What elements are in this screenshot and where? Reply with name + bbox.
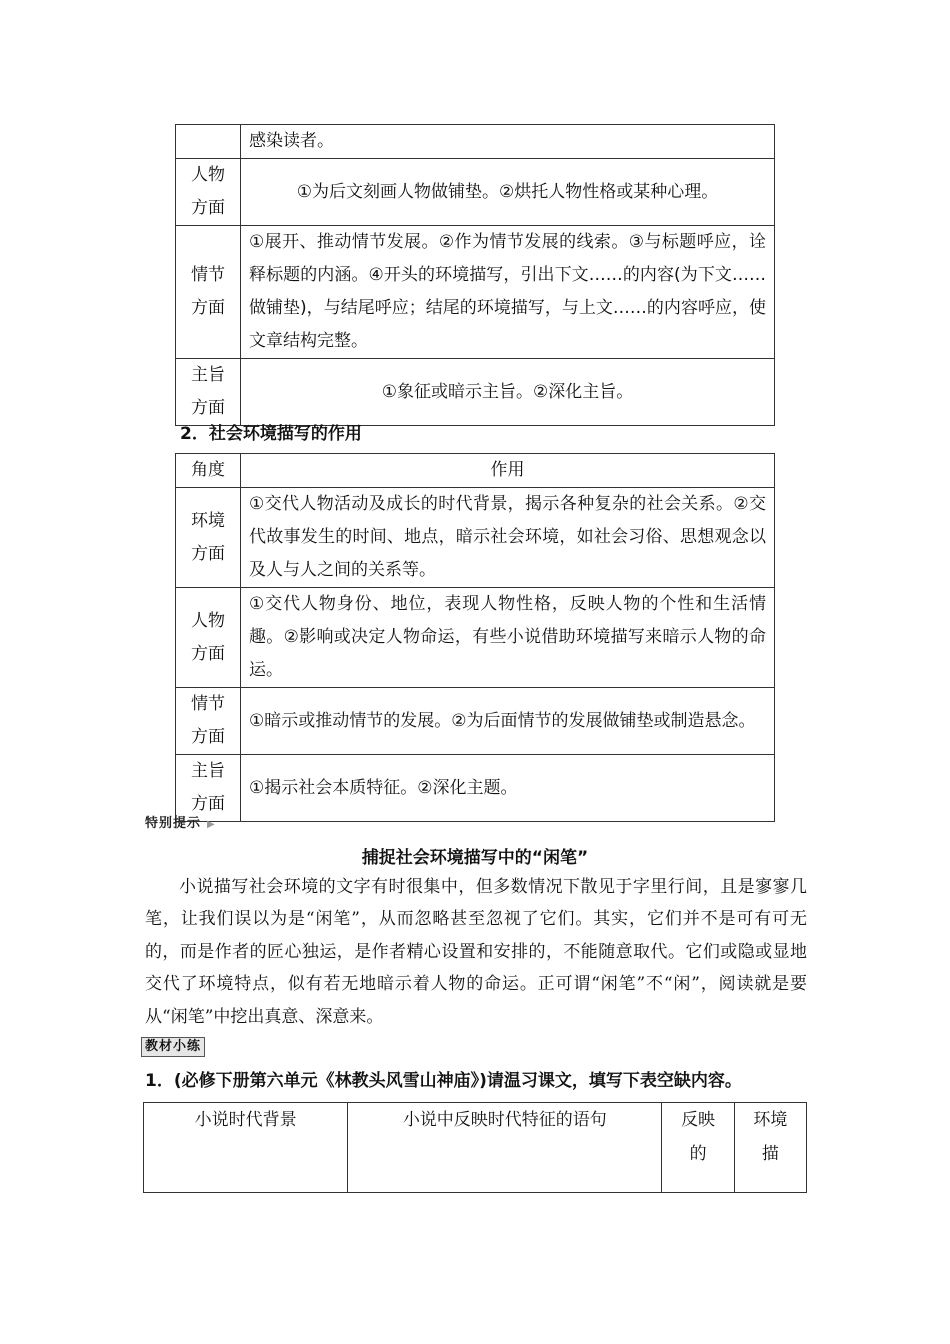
tip-tag-label: 特别提示 xyxy=(145,816,202,831)
row-text: ①揭示社会本质特征。②深化主题。 xyxy=(241,755,775,822)
row-key: 人物方面 xyxy=(176,588,241,688)
row-text: ①象征或暗示主旨。②深化主旨。 xyxy=(241,359,775,426)
row-text: ①为后文刻画人物做铺垫。②烘托人物性格或某种心理。 xyxy=(241,159,775,226)
column-header-effect: 作用 xyxy=(241,454,775,488)
row-text: ①暗示或推动情节的发展。②为后面情节的发展做铺垫或制造悬念。 xyxy=(241,688,775,755)
row-key xyxy=(176,125,241,159)
tip-body xyxy=(145,871,807,1033)
table-header-row xyxy=(176,454,775,488)
column-header-angle: 角度 xyxy=(176,454,241,488)
tip-paragraph: 小说描写社会环境的文字有时很集中，但多数情况下散见于字里行间，且是寥寥几笔，让我们误以为是“闲笔”，从而忽略甚至忽视了它们。其实，它们并不是可有可无的，而是作者的匠心独运，是作者精心设置和安排的，不能随意取代。它们或隐或显地交代了环境特点，似有若无地暗示着人物的命运。正可谓“闲笔”不“闲”，阅读就是要从“闲笔”中挖出真意、深意来。 xyxy=(145,877,807,1027)
column-header-environment: 环境描 xyxy=(734,1103,806,1193)
table-row xyxy=(176,359,775,426)
section-heading: 2．社会环境描写的作用 xyxy=(180,424,362,444)
row-text: ①交代人物活动及成长的时代背景，揭示各种复杂的社会关系。②交代故事发生的时间、地点，暗示社会环境，如社会习俗、思想观念以及人与人之间的关系等。 xyxy=(241,488,775,588)
exercise-question: 1．(必修下册第六单元《林教头风雪山神庙》)请温习课文，填写下表空缺内容。 xyxy=(145,1071,742,1091)
table-row xyxy=(176,588,775,688)
column-header-background: 小说时代背景 xyxy=(144,1103,348,1193)
row-key: 人物方面 xyxy=(176,159,241,226)
tip-tag xyxy=(145,812,216,831)
column-header-reflect: 反映的 xyxy=(662,1103,734,1193)
table-row xyxy=(176,226,775,359)
table-header-row xyxy=(144,1103,807,1193)
tip-title: 捕捉社会环境描写中的“闲笔” xyxy=(361,848,589,868)
row-key: 环境方面 xyxy=(176,488,241,588)
exercise-tag: 教材小练 xyxy=(141,1037,205,1057)
table-row xyxy=(176,755,775,822)
row-key: 主旨方面 xyxy=(176,359,241,426)
table-row xyxy=(176,125,775,159)
row-key: 主旨方面 xyxy=(176,755,241,822)
table-row xyxy=(176,488,775,588)
row-text: ①交代人物身份、地位，表现人物性格，反映人物的个性和生活情趣。②影响或决定人物命运，有些小说借助环境描写来暗示人物的命运。 xyxy=(241,588,775,688)
row-key: 情节方面 xyxy=(176,688,241,755)
table-row xyxy=(176,688,775,755)
column-header-sentences: 小说中反映时代特征的语句 xyxy=(348,1103,662,1193)
row-text: 感染读者。 xyxy=(241,125,775,159)
effects-table-2 xyxy=(175,453,775,822)
effects-table-1 xyxy=(175,124,775,426)
table-row xyxy=(176,159,775,226)
triangle-right-icon: ▶ xyxy=(207,819,216,830)
row-text: ①展开、推动情节发展。②作为情节发展的线索。③与标题呼应，诠释标题的内涵。④开头的环境描写，引出下文……的内容(为下文……做铺垫)，与结尾呼应；结尾的环境描写，与上文……的内容呼应，使文章结构完整。 xyxy=(241,226,775,359)
row-key: 情节方面 xyxy=(176,226,241,359)
exercise-table xyxy=(143,1102,807,1193)
